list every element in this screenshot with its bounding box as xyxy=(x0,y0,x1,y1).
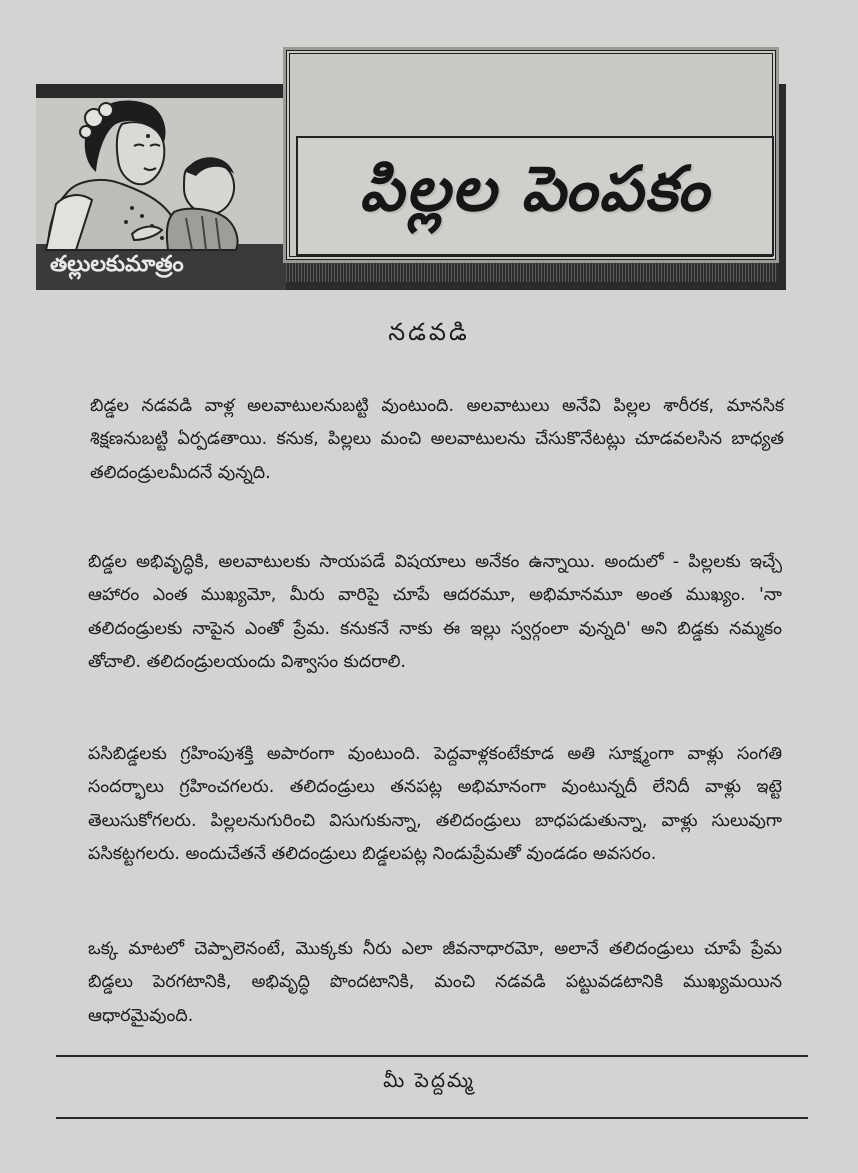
paragraph: బిడ్డల అభివృద్ధికి, అలవాటులకు సాయపడే విషయాలు అనేకం ఉన్నాయి. అందులో - పిల్లలకు ఇచ్చే ఆహారం ఎంత ముఖ్యమో, మీరు వారిపై చూపే ఆదరమూ, అభిమానమూ అంత ముఖ్యం. 'నా తలిదండ్రులకు నాపైన ఎంతో ప్రేమ. కనుకనే నాకు ఈ ఇల్లు స్వర్గంలా వున్నది' అని బిడ్డకు నమ్మకం తోచాలి. తలిదండ్రులయందు విశ్వాసం కుదరాలి. xyxy=(88,551,782,672)
signature: మీ పెద్దమ్మ xyxy=(383,1068,475,1092)
section-label: తల్లులకుమాత్రం xyxy=(50,252,184,277)
title-box xyxy=(296,136,774,256)
page-title: పిల్లల పెంపకం xyxy=(359,152,711,225)
paragraph: బిడ్డల నడవడి వాళ్ల అలవాటులనుబట్టి వుంటుంది. అలవాటులు అనేవి పిల్లల శారీరక, మానసిక శిక్షణనుబట్టి ఏర్పడతాయి. కనుక, పిల్లలు మంచి అలవాటులను చేసుకొనేటట్లు చూడవలసిన బాధ్యత తలిదండ్రులమీదనే వున్నది. xyxy=(90,395,784,483)
paragraph: పసిబిడ్డలకు గ్రహింపుశక్తి అపారంగా వుంటుంది. పెద్దవాళ్లకంటేకూడ అతి సూక్ష్మంగా వాళ్లు సంగతి సందర్భాలు గ్రహించగలరు. తలిదండ్రులు తనపట్ల అభిమానంగా వుంటున్నదీ లేనిదీ వాళ్లు ఇట్టె తెలుసుకోగలరు. పిల్లలనుగురించి విసుగుకున్నా, తలిదండ్రులు బాధపడుతున్నా, వాళ్లు సులువుగా పసికట్టగలరు. అందుచేతనే తలిదండ్రులు బిడ్డలపట్ల నిండుప్రేమతో వుండడం అవసరం. xyxy=(88,743,782,864)
article-heading: నడవడి xyxy=(388,318,470,346)
paragraph: ఒక్క మాటలో చెప్పాలెనంటే, మొక్కకు నీరు ఎలా జీవనాధారమో, అలానే తలిదండ్రులు చూపే ప్రేమ బిడ్డలు పెరగటానికి, అభివృద్ధి పొందటానికి, మంచి నడవడి పట్టువడటానికి ముఖ్యమయిన ఆధారమైవుంది. xyxy=(88,938,782,1026)
divider-bottom xyxy=(56,1117,808,1119)
divider-top xyxy=(56,1055,808,1057)
